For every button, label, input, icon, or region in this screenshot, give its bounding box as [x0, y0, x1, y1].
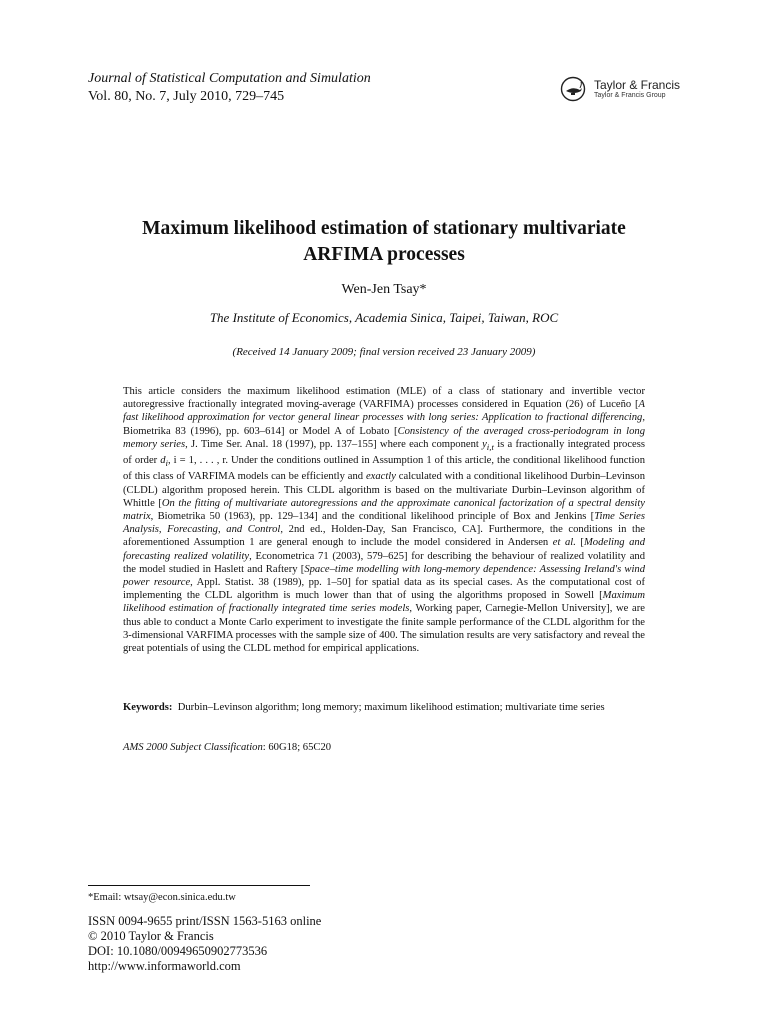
abstract-ref: Maximum likelihood estimation of fractionally integrated time series models	[123, 590, 645, 615]
math-symbol: d	[160, 455, 166, 467]
abstract-ref: Time Series Analysis, Forecasting, and Control	[123, 511, 645, 536]
abstract-text: , Biometrika 83 (1996), pp. 603–614] or Model A of Lobato [	[123, 412, 645, 437]
oil-lamp-icon	[560, 76, 590, 102]
abstract-text: calculated with a conditional likelihood Durbin–Levinson (CLDL) algorithm proposed herein. This CLDL algorithm is based on the multivariate Durbin–Levinson algorithm of Whittle [	[123, 471, 646, 509]
publication-info	[88, 914, 321, 974]
title-line-2: ARFIMA processes	[303, 244, 465, 265]
abstract-text: is a fractionally integrated process of order	[123, 438, 645, 467]
ams-label: AMS 2000 Subject Classification	[123, 742, 263, 753]
abstract-text: , Working paper, Carnegie-Mellon University], we are thus able to conduct a Monte Carlo experiment to investigate the finite sample performance of the CLDL algorithm for the 3-dimensional VARFIMA processes with the sample size of 400. The simulation results are very satisfactory and reveal the great potentials of using the CLDL method for empirical applications.	[123, 603, 645, 655]
abstract-text: This article considers the maximum likelihood estimation (MLE) of a class of stationary and invertible vector autoregressive fractionally integrated moving-average (VARFIMA) processes considered in Equation (26) of Luceño [	[123, 386, 645, 411]
ams-codes: : 60G18; 65C20	[262, 742, 332, 753]
journal-header	[88, 70, 371, 106]
abstract-text: , Econometrica 71 (2003), 579–625] for describing the behaviour of realized volatility and the model studied in Haslett and Raftery [	[123, 550, 645, 575]
footnote-divider	[88, 885, 310, 886]
abstract-ref: Consistency of the averaged cross-periodogram in long memory series	[123, 425, 645, 450]
publisher-name: Taylor & Francis	[594, 78, 681, 92]
math-symbol: y	[482, 438, 487, 450]
math-subscript: i	[165, 458, 168, 469]
issn: ISSN 0094-9655 print/ISSN 1563-5163 online	[88, 914, 322, 928]
abstract-text: , Appl. Statist. 38 (1989), pp. 1–50] for spatial data as its special cases. As the computational cost of implementing the CLDL algorithm is much lower than that of using the algorithms proposed in Sowell [	[123, 577, 646, 602]
abstract-emphasis: exactly	[365, 471, 396, 483]
affiliation: The Institute of Economics, Academia Sinica, Taipei, Taiwan, ROC	[209, 310, 559, 325]
copyright: © 2010 Taylor & Francis	[88, 929, 214, 943]
abstract-ref: A fast likelihood approximation for vector general linear processes with long series: Application to fractional differencing	[123, 399, 645, 424]
abstract-text: [	[575, 537, 584, 549]
author: Wen-Jen Tsay*	[341, 282, 427, 297]
abstract-text: , 2nd ed., Holden-Day, San Francisco, CA]. Furthermore, the conditions in the aforementioned Assumption 1 are general enough to include the model considered in Andersen	[123, 524, 646, 549]
abstract	[123, 385, 645, 655]
abstract-text: , i = 1, . . . , r. Under the conditions outlined in Assumption 1 of this article, the conditional likelihood function of this class of VARFIMA models can be efficiently and	[123, 455, 645, 483]
footnote-email: *Email: wtsay@econ.sinica.edu.tw	[88, 892, 236, 903]
abstract-emphasis: et al.	[552, 537, 576, 549]
keywords	[123, 701, 645, 714]
keywords-label: Keywords:	[123, 702, 173, 713]
keywords-text: Durbin–Levinson algorithm; long memory; maximum likelihood estimation; multivariate time series	[177, 702, 605, 713]
abstract-ref: On the fitting of multivariate autoregressions and the approximate canonical factorization of a spectral density matrix	[123, 497, 645, 523]
article-title	[80, 216, 688, 268]
math-subscript: i,t	[486, 441, 494, 452]
publisher-url: http://www.informaworld.com	[88, 959, 241, 973]
journal-name: Journal of Statistical Computation and Simulation	[88, 71, 371, 86]
publisher-logo	[560, 76, 700, 104]
abstract-ref: Modeling and forecasting realized volatility	[123, 537, 645, 562]
abstract-text: , Biometrika 50 (1963), pp. 129–134] and the conditional likelihood principle of Box and Jenkins [	[150, 511, 595, 523]
publisher-group: Taylor & Francis Group	[594, 92, 666, 99]
ams-classification	[123, 742, 645, 753]
abstract-ref: Space–time modelling with long-memory dependence: Assessing Ireland's wind power resource	[123, 563, 646, 589]
volume-line: Vol. 80, No. 7, July 2010, 729–745	[88, 89, 285, 104]
abstract-text: , J. Time Ser. Anal. 18 (1997), pp. 137–155] where each component	[185, 438, 483, 450]
doi: DOI: 10.1080/00949650902773536	[88, 944, 268, 958]
title-line-1: Maximum likelihood estimation of stationary multivariate	[142, 218, 626, 239]
received-dates: (Received 14 January 2009; final version received 23 January 2009)	[232, 346, 536, 358]
